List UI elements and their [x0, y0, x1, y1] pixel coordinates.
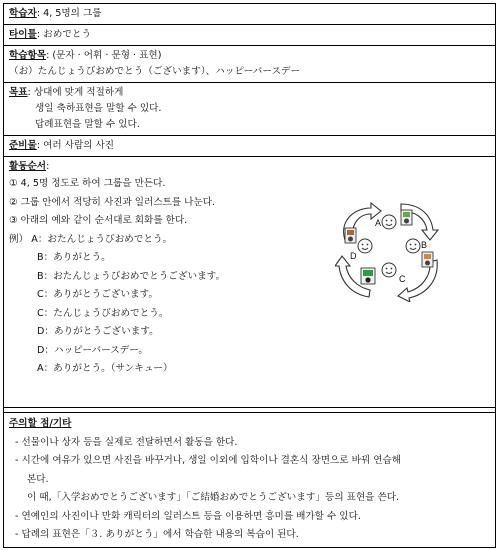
note-item: - 시간에 여유가 있으면 사진을 바꾸거나, 생일 이외에 입학이나 결혼식 장면으로 바꿔 연습해: [15, 455, 402, 466]
title-label: 타이틀: [9, 29, 37, 40]
conversation-circle-illustration: [335, 202, 447, 302]
example-prefix: 例）: [9, 233, 29, 245]
learning-items-line: [9, 48, 490, 64]
learning-items-label: 학습항목: [9, 50, 47, 61]
dialogue-line: C：ありがとうございます。: [37, 289, 159, 300]
title-row: [4, 25, 495, 46]
participants-label: 학습자: [9, 8, 37, 19]
activity-label: 활동순서: [9, 161, 47, 172]
note-item: - 연예인의 사진이나 만화 캐릭터의 일러스트 등을 이용하면 흥미를 배가할 수 있다.: [15, 510, 361, 522]
note-item: 이 때,「入学おめでとうございます」「ご結婚おめでとうございます」등의 표현을 쓴다.: [27, 492, 400, 503]
materials-label: 준비물: [9, 140, 37, 151]
learning-items-value: : (문자 · 어휘 · 문형 · 표현): [46, 50, 162, 61]
title-value: : おめでとう: [36, 29, 92, 40]
dialogue-line: C：たんじょうびおめでとう。: [37, 307, 169, 319]
note-item: - 답례의 표현은「３. ありがとう」에서 학습한 내용의 복습이 된다.: [15, 529, 299, 540]
smiley-face-icon: [358, 239, 372, 253]
diagram-label: B: [421, 240, 428, 250]
goals-row: [4, 83, 495, 136]
learning-items-row: [4, 46, 495, 83]
notes-row: [4, 413, 495, 547]
materials-row: [4, 136, 495, 157]
notes-label: 주의할 점/기타: [9, 418, 72, 429]
note-item: - 선물이나 상자 등을 실제로 전달하면서 활동을 한다.: [15, 436, 238, 448]
dialogue-line: B：おたんじょうびおめでとうございます。: [37, 270, 226, 282]
note-item: 본다.: [27, 473, 49, 485]
goals-label: 목표: [9, 87, 28, 98]
diagram-label: C: [399, 274, 406, 284]
diagram-label: A: [375, 218, 382, 228]
activity-step: ② 그룹 안에서 적당히 사진과 일러스트를 나눈다.: [9, 196, 216, 208]
learning-items-detail: （お）たんじょうびおめでとう（ございます）、ハッピーバースデー: [9, 66, 301, 77]
dialogue-line: D：ありがとうございます。: [37, 326, 159, 337]
activity-row: [4, 157, 495, 408]
smiley-face-icon: [406, 239, 420, 253]
activity-colon: :: [46, 161, 50, 172]
dialogue-text: A：おたんじょうびおめでとう。: [31, 233, 173, 245]
lesson-plan-sheet: [3, 3, 496, 548]
activity-step: ③ 아래의 예와 같이 순서대로 회화를 한다.: [9, 215, 188, 226]
materials-value: : 여러 사람의 사진: [36, 140, 115, 151]
activity-heading: [9, 159, 490, 175]
goals-intro: : 상대에 맞게 적절하게: [27, 87, 124, 98]
dialogue-line: B：ありがとう。: [37, 252, 111, 263]
dialogue-line: D：ハッピーバースデー。: [37, 344, 148, 356]
participants-value: : 4, 5명의 그룹: [36, 8, 102, 19]
goals-line: [9, 85, 490, 101]
smiley-face-icon: [382, 263, 396, 277]
goal-item: 답례표현을 말할 수 있다.: [35, 119, 140, 130]
diagram-label: D: [350, 251, 357, 261]
participants-row: [4, 4, 495, 25]
goal-item: 생일 축하표현을 말할 수 있다.: [35, 103, 162, 114]
smiley-face-icon: [382, 215, 396, 229]
dialogue-line: A：ありがとう。（サンキュー）: [37, 363, 173, 374]
activity-step: ① 4, 5명 정도로 하여 그룹을 만든다.: [9, 178, 166, 189]
